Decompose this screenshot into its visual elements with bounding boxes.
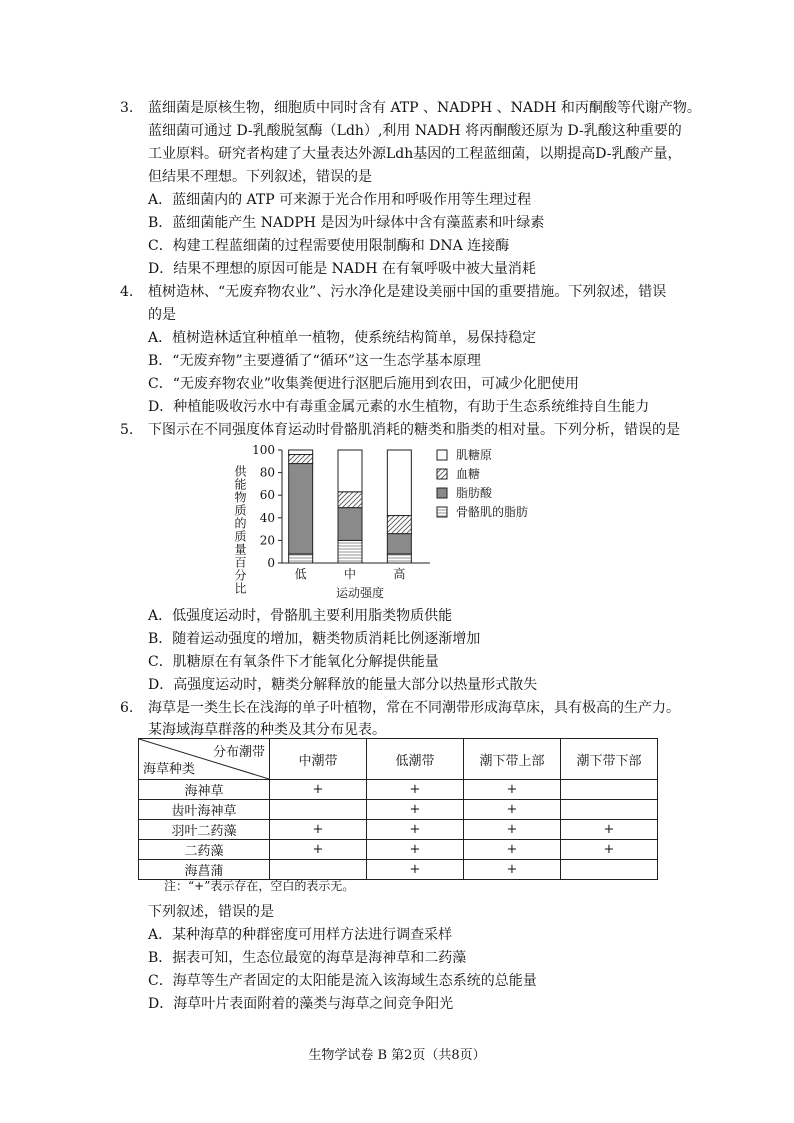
q4-option-d: D．种植能吸收污水中有毒重金属元素的水生植物，有助于生态系统维持自生能力 bbox=[148, 399, 650, 415]
q4-option-c: C．“无废弃物农业”收集粪便进行沤肥后施用到农田，可减少化肥使用 bbox=[148, 376, 580, 392]
col-header: 中潮带 bbox=[270, 739, 367, 780]
table-row bbox=[139, 800, 658, 820]
q5-option-d: D．高强度运动时，糖类分解释放的能量大部分以热量形式散失 bbox=[148, 677, 538, 693]
q4-line-2: 的是 bbox=[148, 307, 176, 323]
x-tick-label: 高 bbox=[393, 567, 406, 581]
corner-bottom-label: 海草种类 bbox=[143, 762, 196, 777]
q4-number: 4. bbox=[120, 284, 134, 300]
y-axis-label: 供能物质的质量百分比 bbox=[233, 465, 247, 595]
legend-swatch bbox=[437, 488, 447, 498]
table-row bbox=[139, 780, 658, 800]
table-cell bbox=[561, 800, 658, 820]
table-cell: + bbox=[270, 820, 367, 840]
q3-option-a: A．蓝细菌内的 ATP 可来源于光合作用和呼吸作用等生理过程 bbox=[148, 192, 532, 208]
col-header: 潮下带上部 bbox=[464, 739, 561, 780]
seagrass-distribution-table bbox=[138, 738, 658, 880]
table-cell: + bbox=[367, 840, 464, 860]
legend-swatch bbox=[437, 469, 447, 479]
y-tick-label: 0 bbox=[267, 556, 275, 570]
q5-number: 5. bbox=[120, 422, 134, 438]
bar-segment bbox=[387, 554, 411, 563]
bar-segment bbox=[387, 450, 411, 516]
table-cell: + bbox=[464, 780, 561, 800]
bar-segment bbox=[387, 516, 411, 534]
row-name: 海神草 bbox=[139, 780, 270, 800]
table-cell: + bbox=[464, 840, 561, 860]
y-tick-label: 60 bbox=[259, 488, 275, 503]
q6-number: 6. bbox=[120, 700, 134, 716]
page-footer: 生物学试卷 B 第2页（共8页） bbox=[308, 1048, 486, 1063]
table-header-row bbox=[139, 739, 658, 780]
q5-option-b: B．随着运动强度的增加，糖类物质消耗比例逐渐增加 bbox=[148, 631, 481, 647]
table-cell bbox=[270, 800, 367, 820]
bar-segment bbox=[338, 540, 362, 563]
q4-option-a: A．植树造林适宜种植单一植物，使系统结构简单，易保持稳定 bbox=[148, 330, 537, 346]
q3-line-1: 3. 蓝细菌是原核生物，细胞质中同时含有 ATP 、NADPH 、NADH 和丙酮酸等代谢产物。 bbox=[120, 100, 701, 116]
q6-line-2: 某海域海草群落的种类及其分布见表。 bbox=[148, 722, 386, 738]
q4-line-1: 4. 植树造林、“无废弃物农业”、污水净化是建设美丽中国的重要措施。下列叙述，错误 bbox=[120, 284, 667, 300]
q3-option-b: B．蓝细菌能产生 NADPH 是因为叶绿体中含有藻蓝素和叶绿素 bbox=[148, 215, 545, 231]
q3-option-c: C．构建工程蓝细菌的过程需要使用限制酶和 DNA 连接酶 bbox=[148, 238, 510, 254]
table-cell: + bbox=[561, 840, 658, 860]
x-tick-label: 低 bbox=[294, 567, 307, 581]
table-cell: + bbox=[367, 780, 464, 800]
row-name: 二药藻 bbox=[139, 840, 270, 860]
table-cell: + bbox=[367, 800, 464, 820]
y-tick-label: 100 bbox=[252, 443, 275, 457]
legend-label: 骨骼肌的脂肪 bbox=[456, 505, 529, 519]
q5-option-a: A．低强度运动时，骨骼肌主要利用脂类物质供能 bbox=[148, 608, 453, 624]
x-axis-label: 运动强度 bbox=[335, 586, 385, 600]
q6-option-d: D．海草叶片表面附着的藻类与海草之间竞争阳光 bbox=[148, 996, 454, 1012]
col-header: 低潮带 bbox=[367, 739, 464, 780]
table-cell: + bbox=[367, 860, 464, 880]
legend-label: 脂肪酸 bbox=[456, 486, 493, 500]
q6-option-a: A．某种海草的种群密度可用样方法进行调查采样 bbox=[148, 927, 453, 943]
bar-segment bbox=[338, 450, 362, 492]
y-tick-label: 80 bbox=[259, 465, 275, 480]
table-cell bbox=[561, 780, 658, 800]
bar-segment bbox=[289, 450, 313, 455]
table-note: 注：“+”表示存在，空白的表示无。 bbox=[164, 879, 355, 893]
table-cell: + bbox=[270, 840, 367, 860]
table-cell: + bbox=[464, 860, 561, 880]
y-tick-label: 40 bbox=[259, 510, 275, 525]
bar-segment bbox=[387, 534, 411, 554]
q3-line-3: 工业原料。研究者构建了大量表达外源Ldh基因的工程蓝细菌，以期提高D-乳酸产量， bbox=[148, 146, 682, 162]
q5-option-c: C．肌糖原在有氧条件下才能氧化分解提供能量 bbox=[148, 654, 439, 670]
bar-segment bbox=[338, 508, 362, 541]
x-tick-label: 中 bbox=[343, 567, 357, 581]
table-cell bbox=[561, 860, 658, 880]
q3-line-2: 蓝细菌可通过 D-乳酸脱氢酶（Ldh）,利用 NADH 将丙酮酸还原为 D-乳酸这种重要的 bbox=[148, 123, 682, 139]
table-corner-cell bbox=[139, 739, 270, 780]
corner-top-label: 分布潮带 bbox=[212, 745, 265, 760]
q6-stem: 下列叙述，错误的是 bbox=[148, 904, 274, 920]
q3-line-4: 但结果不理想。下列叙述，错误的是 bbox=[148, 169, 372, 185]
q4-option-b: B．“无废弃物”主要遵循了“循环”这一生态学基本原理 bbox=[148, 353, 481, 369]
row-name: 羽叶二药藻 bbox=[139, 820, 270, 840]
y-tick-label: 20 bbox=[259, 533, 275, 548]
row-name: 海菖蒲 bbox=[139, 860, 270, 880]
legend-swatch bbox=[437, 450, 447, 460]
table-cell: + bbox=[561, 820, 658, 840]
table-cell: + bbox=[270, 780, 367, 800]
legend-label: 肌糖原 bbox=[456, 448, 493, 462]
row-name: 齿叶海神草 bbox=[139, 800, 270, 820]
energy-source-chart bbox=[230, 440, 580, 605]
q3-option-d: D．结果不理想的原因可能是 NADH 在有氧呼吸中被大量消耗 bbox=[148, 261, 536, 277]
q6-option-b: B．据表可知，生态位最宽的海草是海神草和二药藻 bbox=[148, 950, 467, 966]
col-header: 潮下带下部 bbox=[561, 739, 658, 780]
legend-swatch bbox=[437, 507, 447, 517]
q5-line-1: 5. 下图示在不同强度体育运动时骨骼肌消耗的糖类和脂类的相对量。下列分析，错误的是 bbox=[120, 422, 680, 438]
q6-line-1: 6. 海草是一类生长在浅海的单子叶植物，常在不同潮带形成海草床，具有极高的生产力。 bbox=[120, 700, 680, 716]
table-cell: + bbox=[367, 820, 464, 840]
table-row bbox=[139, 820, 658, 840]
table-cell: + bbox=[464, 820, 561, 840]
q6-option-c: C．海草等生产者固定的太阳能是流入该海域生态系统的总能量 bbox=[148, 973, 537, 989]
bar-segment bbox=[289, 464, 313, 554]
table-cell: + bbox=[464, 800, 561, 820]
bar-segment bbox=[289, 554, 313, 563]
bar-segment bbox=[338, 492, 362, 508]
table-row bbox=[139, 840, 658, 860]
bar-segment bbox=[289, 455, 313, 464]
q3-number: 3. bbox=[120, 100, 134, 116]
legend-label: 血糖 bbox=[456, 467, 481, 481]
